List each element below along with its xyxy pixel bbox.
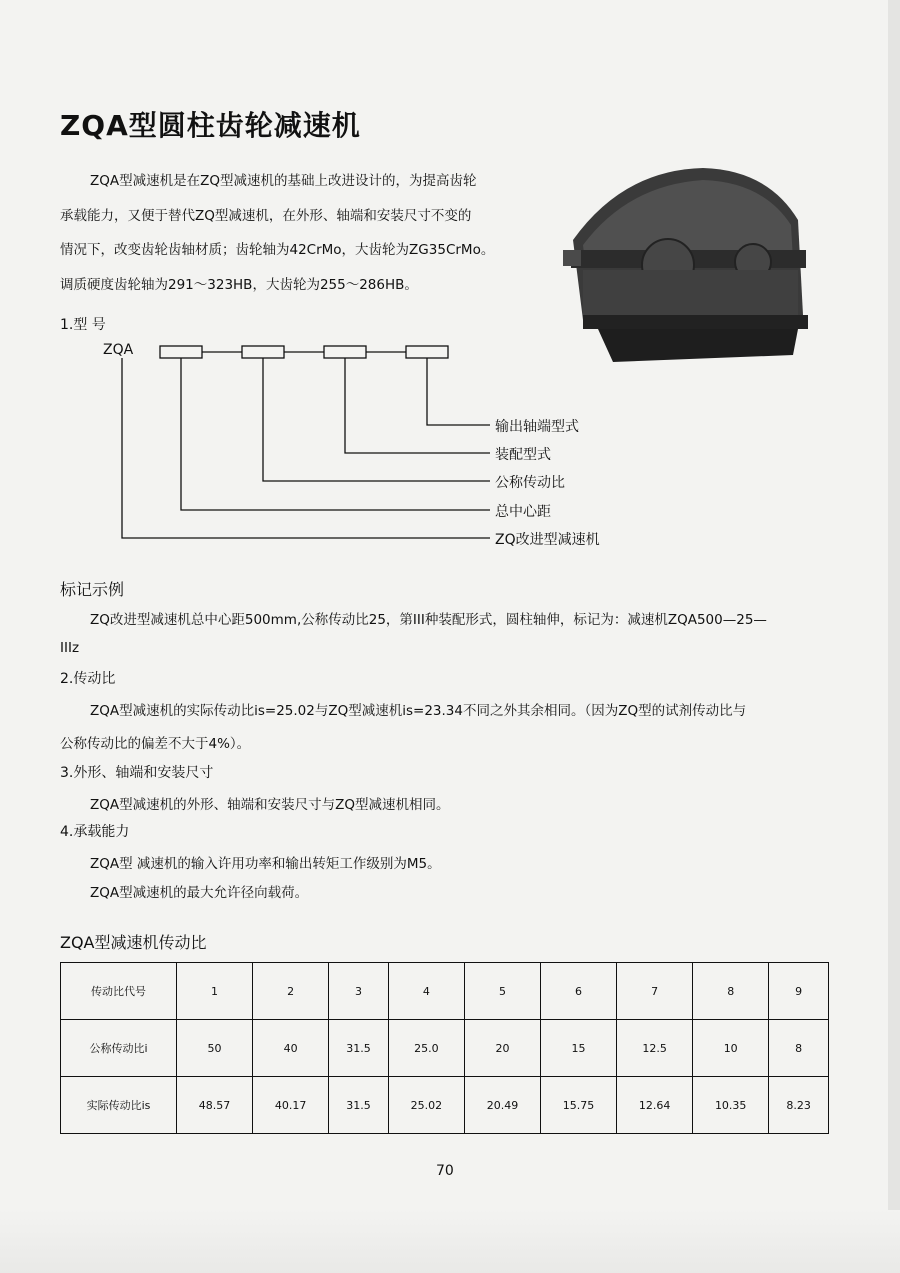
table-cell: 25.0 xyxy=(388,1020,464,1077)
table-row xyxy=(61,1020,829,1077)
table-cell: 50 xyxy=(177,1020,253,1077)
table-cell: 48.57 xyxy=(177,1077,253,1134)
table-cell: 8 xyxy=(693,963,769,1020)
intro-line: 调质硬度齿轮轴为291～323HB，大齿轮为255～286HB。 xyxy=(60,276,418,293)
table-cell: 2 xyxy=(253,963,329,1020)
model-prefix: ZQA xyxy=(103,342,134,358)
table-cell: 5 xyxy=(464,963,540,1020)
table-cell: 15.75 xyxy=(541,1077,617,1134)
table-cell: 20.49 xyxy=(464,1077,540,1134)
marking-text: ZQ改进型减速机总中心距500mm,公称传动比25，第III种装配形式，圆柱轴伸，标记为：减速机ZQA500—25— xyxy=(90,612,767,628)
table-cell: 31.5 xyxy=(329,1020,389,1077)
section-ratio-heading: 2.传动比 xyxy=(60,671,116,687)
intro-paragraph xyxy=(60,164,560,302)
label-zq-improved: ZQ改进型减速机 xyxy=(495,532,600,548)
table-cell: 20 xyxy=(464,1020,540,1077)
table-row xyxy=(61,963,829,1020)
table-row xyxy=(61,1077,829,1134)
table-cell: 4 xyxy=(388,963,464,1020)
table-cell: 40 xyxy=(253,1020,329,1077)
label-assembly: 装配型式 xyxy=(495,447,551,463)
page-title: ZQA型圆柱齿轮减速机 xyxy=(60,109,361,142)
row-header: 实际传动比is xyxy=(61,1077,177,1134)
section-capacity-heading: 4.承载能力 xyxy=(60,824,130,840)
marking-heading: 标记示例 xyxy=(60,580,125,599)
model-code-diagram xyxy=(60,335,660,555)
ratio-table xyxy=(60,962,829,1134)
row-header: 传动比代号 xyxy=(61,963,177,1020)
ratio-text-cont: 公称传动比的偏差不大于4%）。 xyxy=(60,736,251,752)
table-cell: 15 xyxy=(541,1020,617,1077)
table-cell: 31.5 xyxy=(329,1077,389,1134)
dimensions-text: ZQA型减速机的外形、轴端和安装尺寸与ZQ型减速机相同。 xyxy=(90,797,450,813)
page-number: 70 xyxy=(436,1163,454,1179)
page-edge xyxy=(888,0,900,1273)
table-cell: 12.64 xyxy=(617,1077,693,1134)
capacity-text: ZQA型 减速机的输入许用功率和输出转矩工作级别为M5。 xyxy=(90,856,441,872)
intro-line: 承载能力，又便于替代ZQ型减速机，在外形、轴端和安装尺寸不变的 xyxy=(60,207,472,224)
ratio-text: ZQA型减速机的实际传动比is=25.02与ZQ型减速机is=23.34不同之外其余相同。（因为ZQ型的试剂传动比与 xyxy=(90,703,747,719)
table-cell: 8 xyxy=(769,1020,829,1077)
label-output-shaft: 输出轴端型式 xyxy=(495,419,579,435)
table-cell: 10.35 xyxy=(693,1077,769,1134)
table-cell: 3 xyxy=(329,963,389,1020)
table-cell: 10 xyxy=(693,1020,769,1077)
table-title: ZQA型减速机传动比 xyxy=(60,933,207,952)
table-cell: 25.02 xyxy=(388,1077,464,1134)
table-cell: 8.23 xyxy=(769,1077,829,1134)
table-cell: 7 xyxy=(617,963,693,1020)
table-cell: 6 xyxy=(541,963,617,1020)
gear-reducer-photo xyxy=(553,150,813,365)
intro-line: ZQA型减速机是在ZQ型减速机的基础上改进设计的，为提高齿轮 xyxy=(90,173,477,189)
marking-text-cont: IIIz xyxy=(60,640,80,656)
section-dimensions-heading: 3.外形、轴端和安装尺寸 xyxy=(60,765,214,781)
page-bottom-shadow xyxy=(0,1210,900,1273)
table-cell: 1 xyxy=(177,963,253,1020)
label-nominal-ratio: 公称传动比 xyxy=(495,475,565,491)
table-cell: 12.5 xyxy=(617,1020,693,1077)
section-model-heading: 1.型 号 xyxy=(60,317,106,333)
table-cell: 40.17 xyxy=(253,1077,329,1134)
table-cell: 9 xyxy=(769,963,829,1020)
row-header: 公称传动比i xyxy=(61,1020,177,1077)
label-center-distance: 总中心距 xyxy=(495,504,551,520)
capacity-text-2: ZQA型减速机的最大允许径向载荷。 xyxy=(90,885,309,901)
intro-line: 情况下，改变齿轮齿轴材质；齿轮轴为42CrMo，大齿轮为ZG35CrMo。 xyxy=(60,242,495,258)
